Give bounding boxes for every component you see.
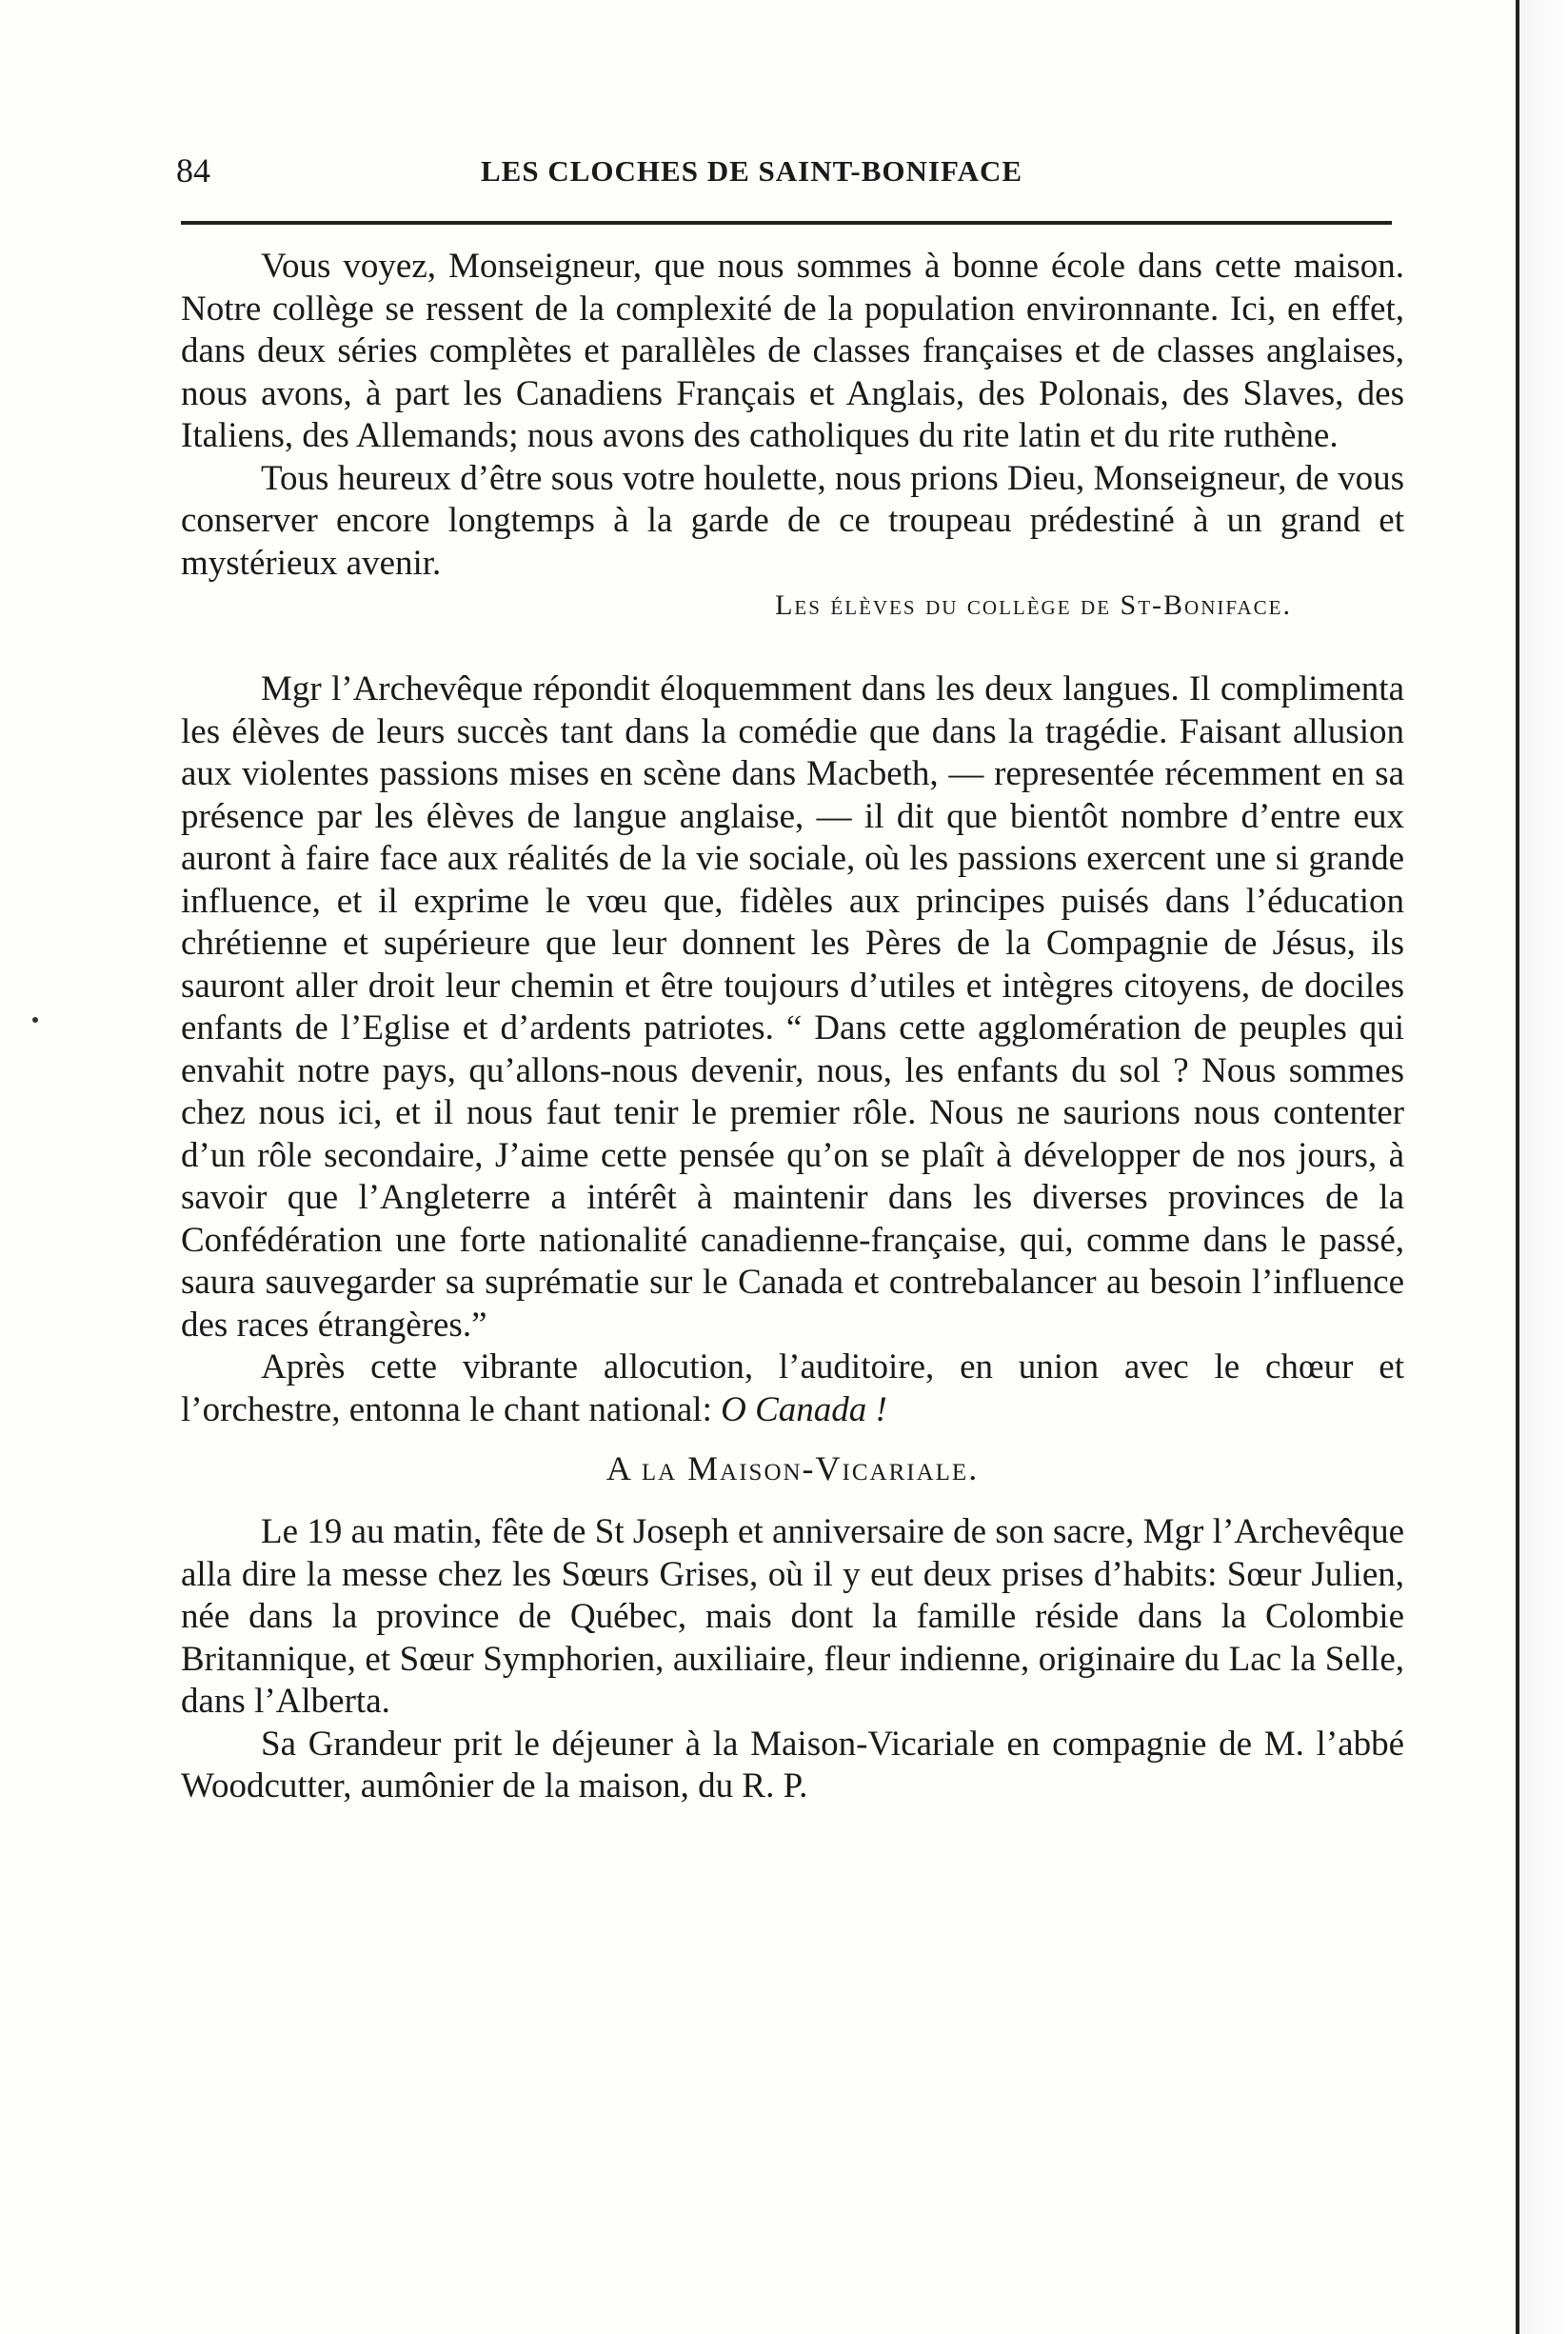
header-rule [181, 221, 1392, 225]
address-paragraph-2: Tous heureux d’être sous votre houlette, nous prions Dieu, Monseigneur, de vous conserver encore longtemps à la garde de ce troupeau prédestiné à un grand et mystérieux avenir. [181, 458, 1404, 583]
page-margin-shadow [1519, 0, 1568, 2334]
reply-paragraph-2-text: Après cette vibrante allocution, l’auditoire, en union avec le chœur et l’orchestre, entonna le chant national: [181, 1347, 1404, 1429]
running-head: LES CLOCHES DE SAINT-BONIFACE [481, 154, 1023, 188]
page-header [176, 150, 1395, 208]
reply-paragraph-2 [181, 1347, 1404, 1431]
section-paragraph-1: Le 19 au matin, fête de St Joseph et anniversaire de son sacre, Mgr l’Archevêque alla dire la messe chez les Sœurs Grises, où il y eut deux prises d’habits: Sœur Julien, née dans la province de Québec, mais dont la famille réside dans la Colombie Britannique, et Sœur Symphorien, auxiliaire, fleur indienne, originaire du Lac la Selle, dans l’Alberta. [181, 1512, 1404, 1721]
address-paragraph-1: Vous voyez, Monseigneur, que nous sommes à bonne école dans cette maison. Notre collège se ressent de la complexité de la population environnante. Ici, en effet, dans deux séries complètes et parallèles de classes françaises et de classes anglaises, nous avons, à part les Canadiens Français et Anglais, des Polonais, des Slaves, des Italiens, des Allemands; nous avons des catholiques du rite latin et du rite ruthène. [181, 247, 1404, 455]
paragraph-spacer [181, 627, 1404, 668]
section-paragraph-2: Sa Grandeur prit le déjeuner à la Maison-Vicariale en compagnie de M. l’abbé Woodcutter, aumônier de la maison, du R. P. [181, 1724, 1404, 1805]
reply-paragraph-1: Mgr l’Archevêque répondit éloquemment dans les deux langues. Il complimenta les élèves de leurs succès tant dans la comédie que dans la tragédie. Faisant allusion aux violentes passions mises en scène dans Macbeth, — representée récemment en sa présence par les élèves de langue anglaise, — il dit que bientôt nombre d’entre eux auront à faire face aux réalités de la vie sociale, où les passions exercent une si grande influence, et il exprime le vœu que, fidèles aux principes puisés dans l’éducation chrétienne et supérieure que leur donnent les Pères de la Compagnie de Jésus, ils sauront aller droit leur chemin et être toujours d’utiles et intègres citoyens, de dociles enfants de l’Eglise et d’ardents patriotes. “ Dans cette agglomération de peuples qui envahit notre pays, qu’allons-nous devenir, nous, les enfants du sol ? Nous sommes chez nous ici, et il nous faut tenir le premier rôle. Nous ne saurions nous contenter d’un rôle secondaire, J’aime cette pensée qu’on se plaît à développer de nos jours, à savoir que l’Angleterre a intérêt à maintenir dans les diverses provinces de la Confédération une forte nationalité canadienne-française, qui, comme dans le passé, saura sauvegarder sa suprématie sur le Canada et contrebalancer au besoin l’influence des races étrangères.” [181, 669, 1404, 1345]
ink-speck [32, 1017, 38, 1023]
section-title: A la Maison-Vicariale. [605, 1449, 980, 1487]
address-signature: Les élèves du collège de St-Boniface. [775, 589, 1292, 621]
song-title: O Canada ! [721, 1389, 887, 1429]
page-body [181, 246, 1404, 1808]
page-number: 84 [176, 151, 210, 190]
